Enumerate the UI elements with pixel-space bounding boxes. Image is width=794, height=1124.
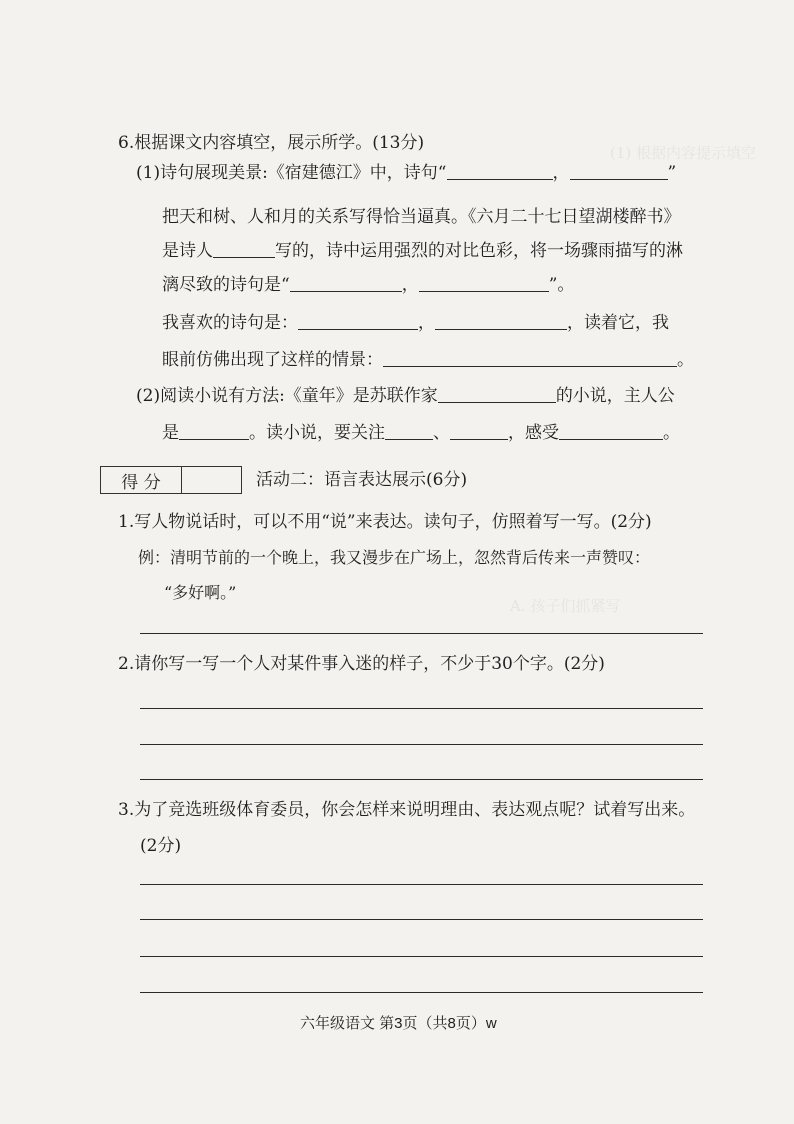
answer-blank[interactable]: [385, 438, 433, 440]
answer-line[interactable]: [140, 779, 703, 780]
score-value-field[interactable]: [182, 467, 241, 493]
q6-part1-line3: [162, 243, 794, 260]
answer-blank[interactable]: [438, 401, 556, 403]
text: (1)诗句展现美景:《宿建德江》中，诗句“: [136, 163, 447, 183]
text: 是: [162, 423, 179, 443]
text: 是诗人: [162, 241, 213, 261]
page-footer: 六年级语文 第3页（共8页）w: [300, 1015, 497, 1032]
answer-blank[interactable]: [450, 438, 508, 440]
text: (2)阅读小说有方法:《童年》是苏联作家: [136, 386, 438, 406]
activity2-question-2: 2.请你写一写一个人对某件事入迷的样子，不少于30个字。(2分): [118, 654, 605, 674]
q6-part1-line4: [162, 277, 794, 294]
text: ，: [401, 275, 419, 295]
q1-example-line2: “多好啊。”: [164, 583, 237, 602]
answer-line[interactable]: [140, 956, 703, 957]
text: ”。: [548, 275, 575, 295]
text: 写的，诗中运用强烈的对比色彩，将一场骤雨描写的淋: [275, 241, 683, 261]
answer-blank[interactable]: [298, 328, 418, 330]
bleed-through-text: A. 孩子们抓紧写: [510, 597, 621, 615]
answer-blank[interactable]: [179, 438, 249, 440]
text: ，读着它，我: [567, 313, 669, 333]
answer-blank[interactable]: [559, 438, 663, 440]
text: 的小说，主人公: [555, 386, 675, 406]
activity2-question-3: 3.为了竞选班级体育委员，你会怎样来说明理由、表达观点呢？试着写出来。: [118, 800, 696, 820]
bleed-through-text: (1) 根据内容提示填空: [610, 144, 757, 162]
text: 。: [663, 423, 680, 443]
q6-part2-line1: [136, 388, 794, 405]
q6-part1-line5: [162, 315, 794, 332]
question-6-title: 6.根据课文内容填空，展示所学。(13分): [118, 133, 425, 153]
text: ”: [667, 163, 677, 183]
activity2-question-1: 1.写人物说话时，可以不用“说”来表达。读句子，仿照着写一写。(2分): [118, 512, 652, 532]
answer-line[interactable]: [140, 633, 703, 634]
text: 我喜欢的诗句是：: [162, 313, 298, 333]
q1-example-line1: 例：清明节前的一个晚上，我又漫步在广场上，忽然背后传来一声赞叹：: [138, 548, 651, 567]
answer-line[interactable]: [140, 708, 703, 709]
text: 。读小说，要关注: [249, 423, 385, 443]
q6-part2-line2: [162, 425, 794, 442]
text: ，: [418, 313, 435, 333]
answer-blank[interactable]: [419, 290, 549, 292]
answer-blank[interactable]: [383, 365, 677, 367]
text: 。: [677, 350, 694, 370]
answer-line[interactable]: [140, 919, 703, 920]
answer-blank[interactable]: [435, 328, 567, 330]
q6-part1-line6: [162, 352, 794, 369]
activity2-title: 活动二：语言表达展示(6分): [256, 470, 468, 490]
text: 、: [433, 423, 450, 443]
answer-blank[interactable]: [213, 256, 275, 258]
text: 漓尽致的诗句是“: [162, 275, 290, 295]
answer-line[interactable]: [140, 884, 703, 885]
q3-score: (2分): [140, 836, 182, 856]
answer-blank[interactable]: [570, 178, 668, 180]
answer-blank[interactable]: [447, 178, 553, 180]
answer-line[interactable]: [140, 992, 703, 993]
q6-part1-line1: [136, 165, 794, 182]
answer-line[interactable]: [140, 744, 703, 745]
text: 眼前仿佛出现了这样的情景：: [162, 350, 383, 370]
text: ，感受: [508, 423, 559, 443]
q6-part1-line2: 把天和树、人和月的关系写得恰当逼真。《六月二十七日望湖楼醉书》: [162, 207, 681, 227]
score-box: [100, 466, 242, 494]
answer-blank[interactable]: [290, 290, 402, 292]
text: ，: [552, 163, 570, 183]
score-label: 得 分: [101, 467, 182, 493]
